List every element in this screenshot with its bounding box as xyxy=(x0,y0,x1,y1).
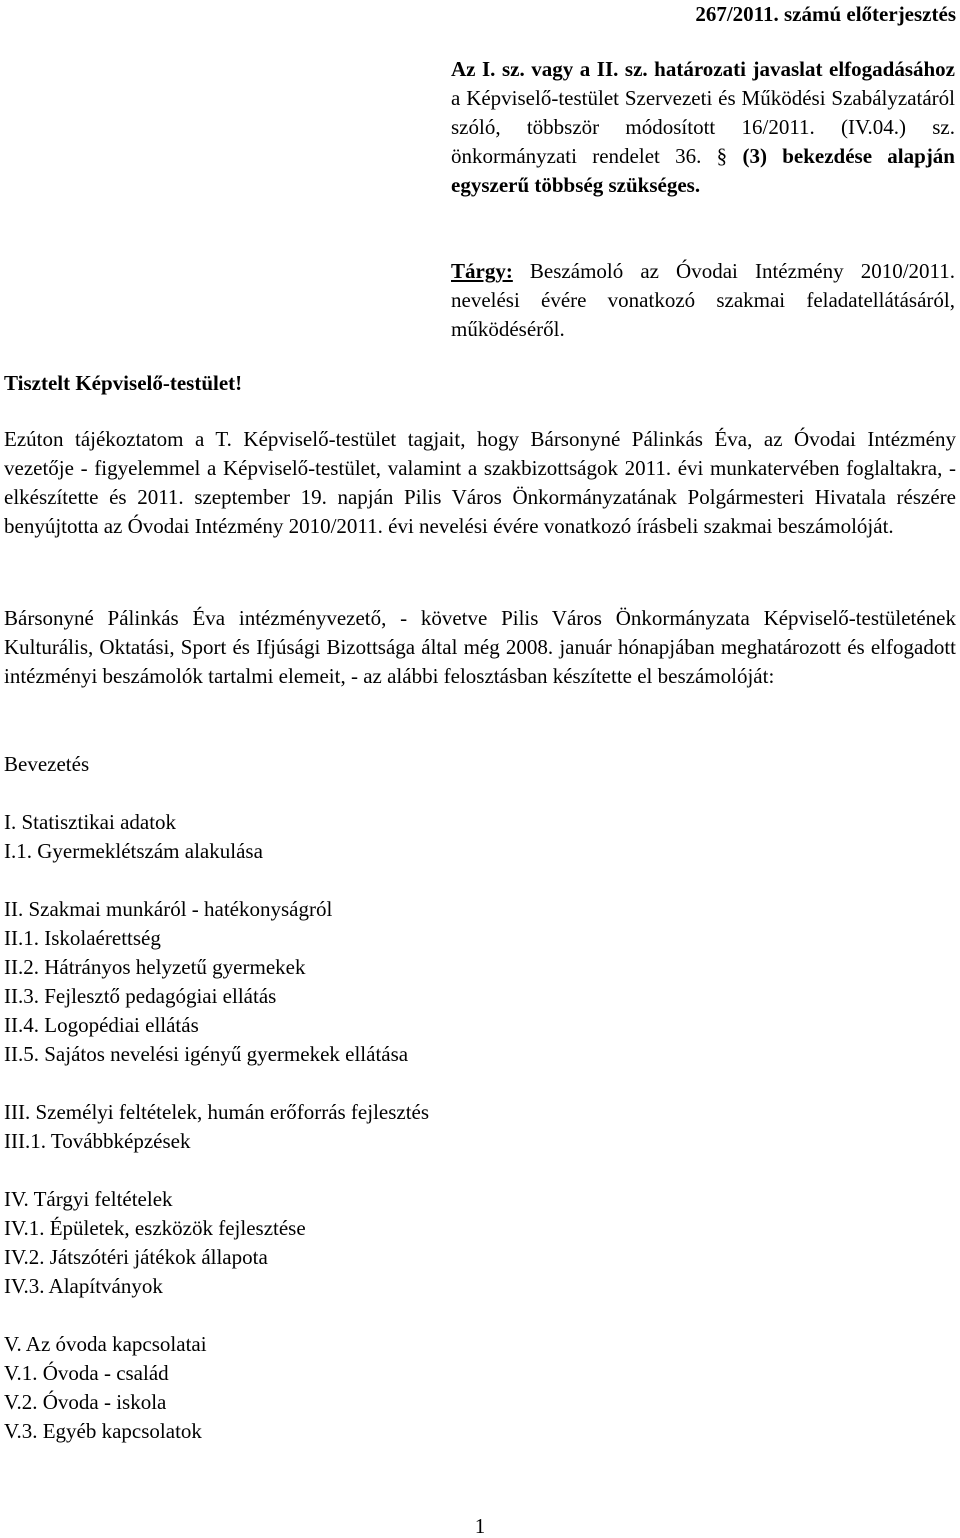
outline-item: I.1. Gyermeklétszám alakulása xyxy=(4,839,263,863)
page-number: 1 xyxy=(474,1514,486,1538)
outline-item: V.3. Egyéb kapcsolatok xyxy=(4,1419,202,1443)
section-sign: § xyxy=(716,144,743,168)
outline-item: V. Az óvoda kapcsolatai xyxy=(4,1332,207,1356)
report-outline xyxy=(4,750,704,1475)
outline-section-4 xyxy=(4,1185,704,1301)
outline-item: II.4. Logopédiai ellátás xyxy=(4,1013,199,1037)
outline-item: IV.1. Épületek, eszközök fejlesztése xyxy=(4,1216,306,1240)
outline-item: II.3. Fejlesztő pedagógiai ellátás xyxy=(4,984,277,1008)
vote-note-regulation: a Képviselő-testület Szervezeti és Működési Szabályzatáról szóló, többször módosított 16/2011. (IV.04.) sz. önkormányzati rendelet 36. xyxy=(451,86,955,168)
subject-label: Tárgy: xyxy=(451,259,513,283)
outline-section-3 xyxy=(4,1098,704,1156)
subject-block xyxy=(451,257,955,344)
outline-item: III. Személyi feltételek, humán erőforrás fejlesztés xyxy=(4,1100,430,1124)
outline-intro xyxy=(4,750,704,779)
subject-text: Beszámoló az Óvodai Intézmény 2010/2011. nevelési évére vonatkozó szakmai feladatellátásáról, működéséről. xyxy=(451,259,955,341)
outline-item: IV.3. Alapítványok xyxy=(4,1274,163,1298)
outline-item: III.1. Továbbképzések xyxy=(4,1129,191,1153)
outline-item: IV. Tárgyi feltételek xyxy=(4,1187,173,1211)
outline-item: I. Statisztikai adatok xyxy=(4,810,177,834)
body-paragraph-2: Bársonyné Pálinkás Éva intézményvezető, - követve Pilis Város Önkormányzata Képviselő-testületének Kulturális, Oktatási, Sport és Ifjúsági Bizottsága által még 2008. január hónapjában meghatározott és elfogadott intézményi beszámolók tartalmi elemeit, - az alábbi felosztásban készítette el beszámolóját: xyxy=(4,606,956,688)
outline-item: II. Szakmai munkáról - hatékonyságról xyxy=(4,897,333,921)
document-reference-number: 267/2011. számú előterjesztés xyxy=(695,2,956,26)
outline-item: Bevezetés xyxy=(4,752,90,776)
vote-note-bold-intro: Az I. sz. vagy a II. sz. határozati javaslat elfogadásához xyxy=(451,57,955,81)
outline-item: V.1. Óvoda - család xyxy=(4,1361,169,1385)
outline-item: V.2. Óvoda - iskola xyxy=(4,1390,167,1414)
outline-section-5 xyxy=(4,1330,704,1446)
outline-item: II.2. Hátrányos helyzetű gyermekek xyxy=(4,955,306,979)
outline-section-1 xyxy=(4,808,704,866)
outline-item: IV.2. Játszótéri játékok állapota xyxy=(4,1245,268,1269)
vote-note-bold-conclusion: (3) bekezdése alapján egyszerű többség szükséges. xyxy=(451,144,955,197)
body-paragraph-1: Ezúton tájékoztatom a T. Képviselő-testület tagjait, hogy Bársonyné Pálinkás Éva, az Óvodai Intézmény vezetője - figyelemmel a Képviselő-testület, valamint a szakbizottságok 2011. évi munkatervében foglaltakra, - elkészítette és 2011. szeptember 19. napján Pilis Város Önkormányzatának Polgármesteri Hivatala részére benyújtotta az Óvodai Intézmény 2010/2011. évi nevelési évére vonatkozó írásbeli szakmai beszámolóját. xyxy=(4,427,956,538)
outline-item: II.5. Sajátos nevelési igényű gyermekek ellátása xyxy=(4,1042,409,1066)
outline-item: II.1. Iskolaérettség xyxy=(4,926,161,950)
outline-section-2 xyxy=(4,895,704,1069)
salutation: Tisztelt Képviselő-testület! xyxy=(4,371,243,395)
majority-requirement-note xyxy=(451,55,955,200)
